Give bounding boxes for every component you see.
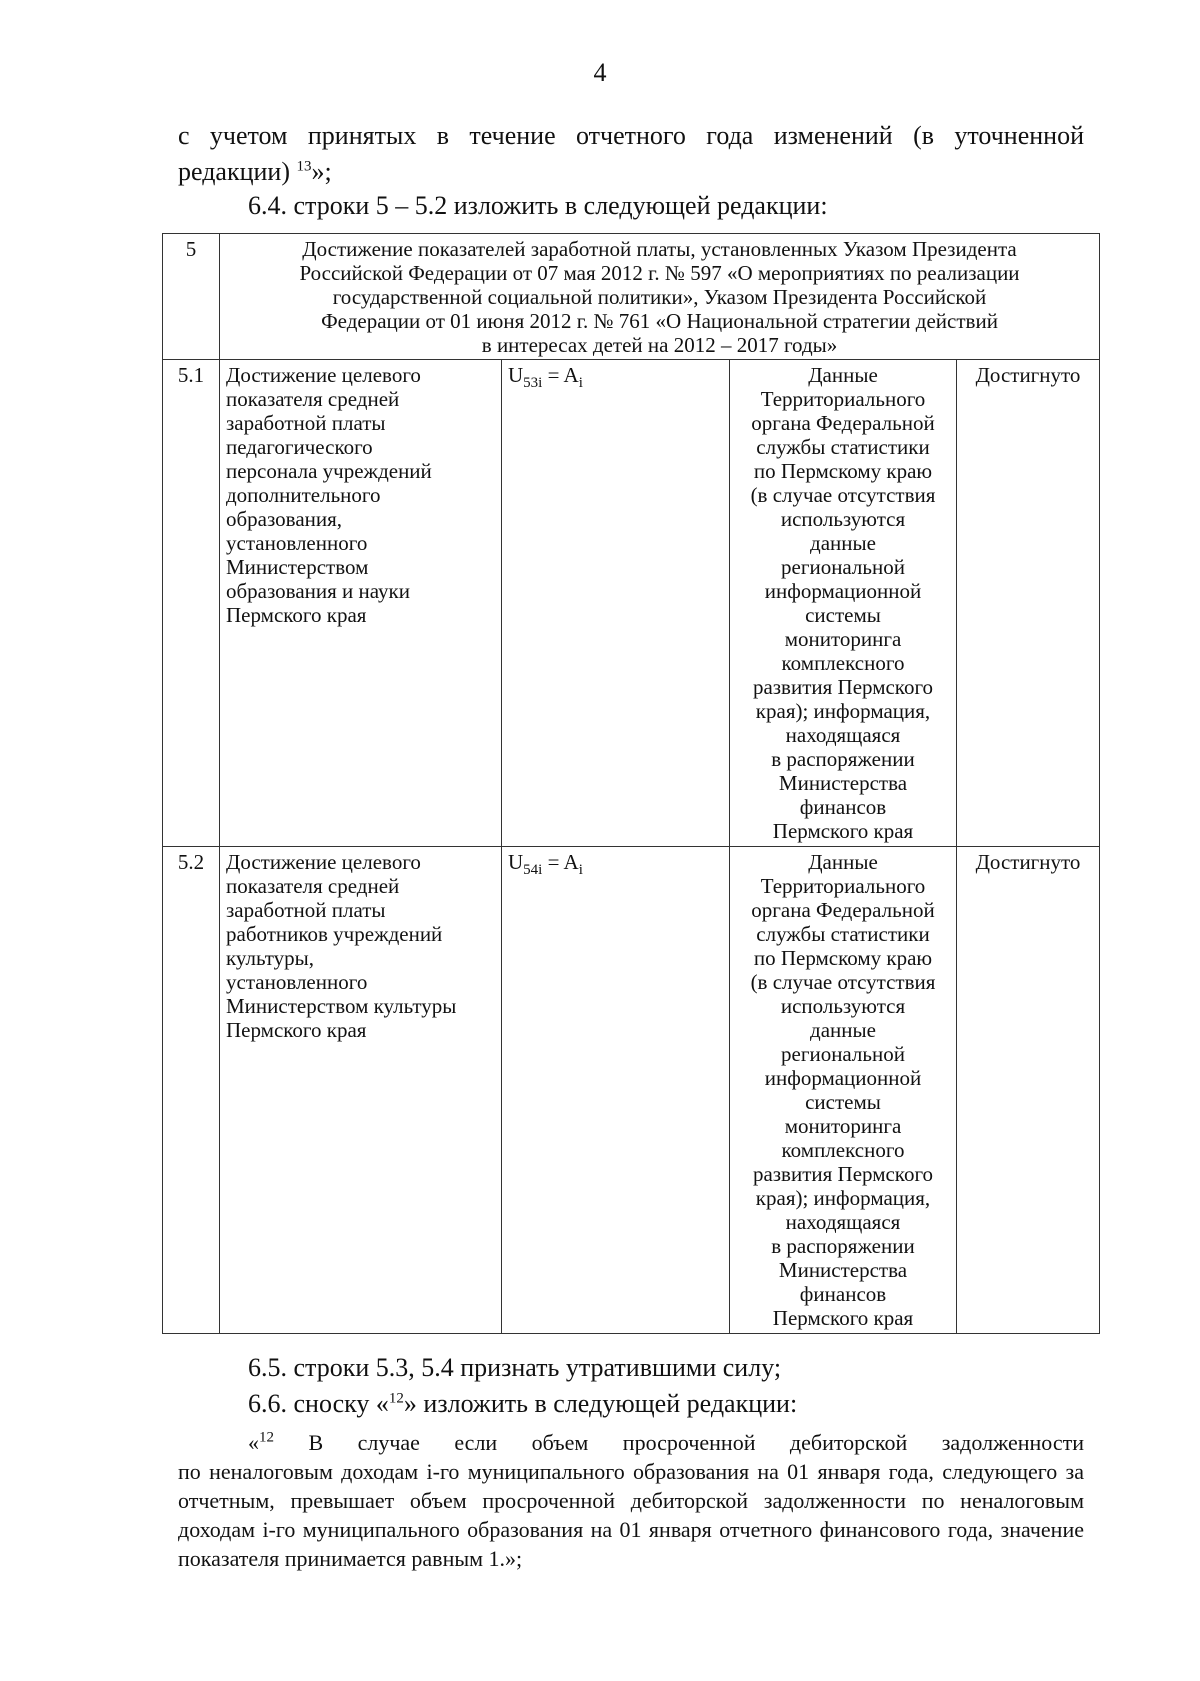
text-line: заработной платы (226, 898, 386, 922)
indicators-table (162, 233, 1100, 1334)
text-line: службы статистики (756, 435, 930, 459)
text-line: находящаяся (785, 723, 901, 747)
text-line: педагогического (226, 435, 373, 459)
row-5-2-number: 5.2 (163, 847, 220, 1334)
text-line: Пермского края (226, 1018, 367, 1042)
row-5-1-formula (502, 360, 730, 847)
text-line: данные (810, 531, 876, 555)
text-line: края); информация, (755, 699, 931, 723)
text-line: системы (805, 1090, 881, 1114)
item-6-6-before: 6.6. сноску « (248, 1389, 389, 1418)
text-line: установленного (226, 531, 368, 555)
text-line: показателя средней (226, 874, 400, 898)
text-line: по Пермскому краю (753, 459, 933, 483)
row-5-2-source (730, 847, 957, 1334)
text-line: персонала учреждений (226, 459, 432, 483)
text-line: финансов (799, 795, 887, 819)
text-line: Пермского края (772, 819, 914, 843)
text-line: службы статистики (756, 922, 930, 946)
text-line: органа Федеральной (751, 411, 935, 435)
text-line: (в случае отсутствия (750, 483, 936, 507)
text-line: в интересах детей на 2012 – 2017 годы» (481, 333, 838, 357)
row-5-1-status: Достигнуто (957, 360, 1100, 847)
item-6-5: 6.5. строки 5.3, 5.4 признать утратившими силу; (248, 1353, 782, 1382)
text-line: информационной (764, 579, 922, 603)
footnote-rest: по неналоговым доходам i-го муниципального образования на 01 января года, следующего за отчетным, превышает объем просроченной дебиторской задолженности по неналоговым доходам i-го муниципального образования на 01 января отчетного финансового года, значение показателя принимается равным 1.»; (178, 1459, 1084, 1571)
text-line: комплексного (781, 651, 905, 675)
intro-line-2-text: редакции) (178, 157, 290, 186)
row-5-1-number: 5.1 (163, 360, 220, 847)
table-row-5 (163, 234, 1100, 360)
text-line: органа Федеральной (751, 898, 935, 922)
text-line: региональной (781, 1042, 905, 1066)
item-6-6-sup: 12 (388, 1390, 404, 1407)
footnote-line-1: В случае если объем просроченной дебиторской задолженности (274, 1430, 1084, 1455)
text-line: (в случае отсутствия (750, 970, 936, 994)
row-5-2-formula (502, 847, 730, 1334)
row-5-2-indicator (220, 847, 502, 1334)
item-6-6 (248, 1386, 797, 1422)
text-line: системы (805, 603, 881, 627)
text-line: образования, (226, 507, 343, 531)
text-line: по Пермскому краю (753, 946, 933, 970)
item-6-4: 6.4. строки 5 – 5.2 изложить в следующей редакции: (248, 191, 828, 220)
text-line: Министерства (778, 771, 908, 795)
text-line: мониторинга (784, 627, 902, 651)
footnote-12-text (178, 1428, 1084, 1573)
text-line: дополнительного (226, 483, 381, 507)
text-line: информационной (764, 1066, 922, 1090)
row-5-1-formula-sub: 53i (523, 375, 543, 392)
text-line: находящаяся (785, 1210, 901, 1234)
text-line: Федерации от 01 июня 2012 г. № 761 «О Национальной стратегии действий (321, 309, 998, 333)
table-row-5-2 (163, 847, 1100, 1334)
text-line: края); информация, (755, 1186, 931, 1210)
text-line: финансов (799, 1282, 887, 1306)
text-line: Пермского края (226, 603, 367, 627)
intro-line-2 (178, 154, 1084, 190)
text-line: комплексного (781, 1138, 905, 1162)
text-line: региональной (781, 555, 905, 579)
text-line: используются (780, 994, 906, 1018)
text-line: развития Пермского (752, 675, 934, 699)
row-5-title (220, 234, 1100, 360)
footnote-sup: 12 (259, 1429, 274, 1446)
text-line: Министерством культуры (226, 994, 457, 1018)
text-line: показателя средней (226, 387, 400, 411)
row-5-2-formula-sub: 54i (523, 862, 543, 879)
row-5-2-formula-base: U (508, 850, 524, 874)
text-line: Достижение целевого (226, 850, 421, 874)
row-5-1-source (730, 360, 957, 847)
text-line: Данные (808, 850, 878, 874)
item-6-6-after: » изложить в следующей редакции: (403, 1389, 798, 1418)
text-line: Данные (808, 363, 878, 387)
intro-line-1: с учетом принятых в течение отчетного года изменений (в уточненной (178, 121, 1084, 150)
row-5-2-formula-sub2: i (578, 862, 583, 879)
text-line: развития Пермского (752, 1162, 934, 1186)
text-line: данные (810, 1018, 876, 1042)
footnote-open-quote: « (248, 1430, 259, 1455)
row-5-1-indicator (220, 360, 502, 847)
page-number: 4 (593, 58, 607, 87)
text-line: Пермского края (772, 1306, 914, 1330)
row-5-number: 5 (163, 234, 220, 360)
text-line: в распоряжении (771, 747, 915, 771)
text-line: Министерства (778, 1258, 908, 1282)
text-line: Территориального (760, 387, 926, 411)
text-line: Достижение целевого (226, 363, 421, 387)
text-line: культуры, (226, 946, 314, 970)
row-5-1-formula-mid: = A (542, 363, 579, 387)
row-5-1-formula-base: U (508, 363, 524, 387)
row-5-1-formula-sub2: i (578, 375, 583, 392)
intro-line-2-end: »; (311, 157, 332, 186)
text-line: Министерством (226, 555, 369, 579)
text-line: установленного (226, 970, 368, 994)
table-row-5-1 (163, 360, 1100, 847)
text-line: заработной платы (226, 411, 386, 435)
text-line: Достижение показателей заработной платы, установленных Указом Президента (302, 237, 1017, 261)
footnote-ref-13: 13 (296, 158, 312, 175)
text-line: образования и науки (226, 579, 410, 603)
text-line: Территориального (760, 874, 926, 898)
row-5-2-status: Достигнуто (957, 847, 1100, 1334)
text-line: Российской Федерации от 07 мая 2012 г. № 597 «О мероприятиях по реализации (299, 261, 1020, 285)
text-line: используются (780, 507, 906, 531)
text-line: в распоряжении (771, 1234, 915, 1258)
text-line: мониторинга (784, 1114, 902, 1138)
footnote-first-line (178, 1428, 1084, 1457)
text-line: государственной социальной политики», Указом Президента Российской (332, 285, 987, 309)
row-5-2-formula-mid: = A (542, 850, 579, 874)
text-line: работников учреждений (226, 922, 443, 946)
